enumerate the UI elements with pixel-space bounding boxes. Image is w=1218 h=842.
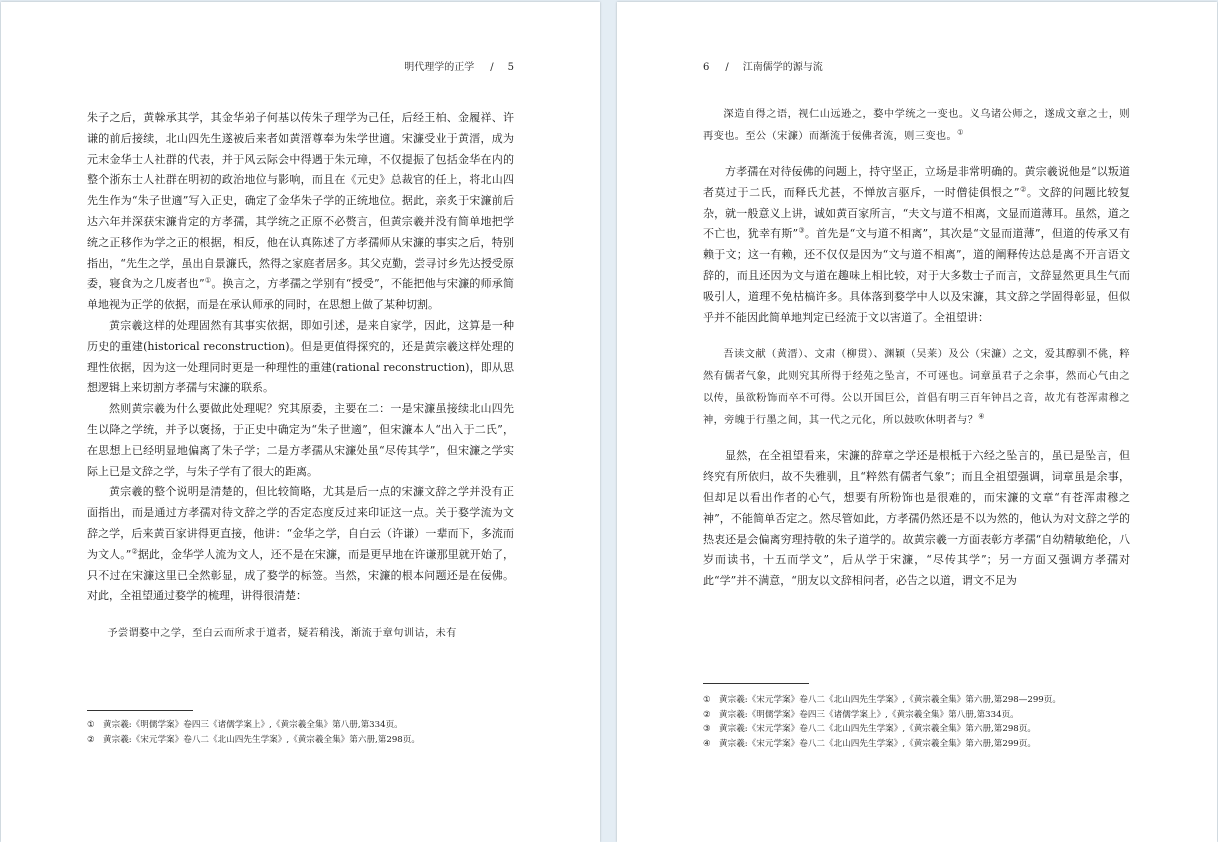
right-footnotes [703, 693, 1130, 751]
left-block-quote: 予尝谓婺中之学，至白云而所求于道者，疑若稍浅，渐流于章句训诂，未有 [107, 628, 457, 640]
right-block-quote-2: 吾读文献（黄溍）、文肃（柳贯）、渊颖（吴莱）及公（宋濂）之文，爱其醇驯不佻，粹然有儒者气象，此则究其所得于经苑之坠言，不可诬也。词章虽君子之余事，然而心气由之以传，虽欲粉饰而卒不可得。公以开国巨公，首倡有明三百年钟吕之音，故尤有苍浑肃穆之神，旁魄于行墨之间，其一代之元化，所以鼓吹休明者与？④ [703, 349, 1130, 427]
left-page [1, 2, 600, 842]
right-page-number: 6 [703, 62, 710, 73]
left-page-number: 5 [507, 62, 514, 73]
left-footnotes [87, 718, 514, 747]
footnote-item: ② 黄宗羲:《明儒学案》卷四三《诸儒学案上》,《黄宗羲全集》第八册,第334页。 [703, 709, 1019, 720]
right-paragraph-1: 方孝孺在对待佞佛的问题上，持守坚正，立场是非常明确的。黄宗羲说他是“以叛道者莫过于二氏，而释氏尤甚，不惮放言驱斥，一时僧徒俱恨之”②。文辞的问题比较复杂，就一般意义上讲，诚如黄百家所言，“夫文与道不相离，文显而道薄耳。虽然，道之不亡也，犹幸有斯”③。首先是“文与道不相离”，其次是“文显而道薄”，但道的传承又有赖于文；这一有赖，还不仅仅是因为“文与道不相离”，道的阐释传达总是离不开言语文辞的，而且还因为文与道在趣味上相比较，对于大多数士子而言，文辞显然更具生气而吸引人，道理不免枯槁许多。具体落到婺学中人以及宋濂，其文辞之学固得彰显，但似乎并不能因此简单地判定已经流于文以害道了。全祖望讲： [703, 165, 1131, 324]
left-paragraph-2: 黄宗羲这样的处理固然有其事实依据，即如引述，是来自家学，因此，这算是一种历史的重建(historical reconstruction)。但是更值得探究的，还是黄宗羲这样处理的理性依据，因为这一处理同时更是一种理性的重建(rational reconstruction)，即从思想逻辑上来切割方孝孺与宋濂的联系。 [87, 318, 514, 395]
left-footnote-rule [87, 710, 193, 711]
left-paragraph-1: 朱子之后，黄榦承其学，其金华弟子何基以传朱子理学为己任，后经王柏、金履祥、许谦的前后接续，北山四先生遂被后来者如黄溍尊奉为朱学世適。宋濂受业于黄溍，成为元末金华士人社群的代表，并于风云际会中得遇于朱元璋，不仅提振了包括金华在内的整个浙东士人社群在明初的政治地位与影响，而且在《元史》总裁官的任上，将北山四先生作为“朱子世適”写入正史，确定了金华朱子学的正统地位。据此，亲炙于宋濂前后达六年并深获宋濂肯定的方孝孺，其学统之正原不必赘言，但黄宗羲并没有简单地把学统之正移作为学之正的根据，相反，他在认真陈述了方孝孺师从宋濂的事实之后，特别指出，“先生之学，虽出自景濂氏，然得之家庭者居多。其父克勤，尝寻讨乡先达授受原委，寝食为之几废者也”①。换言之，方孝孺之学别有“授受”，不能把他与宋濂的师承简单地视为正学的依据，而是在承认师承的同时，在思想上做了某种切割。 [87, 111, 515, 312]
footnote-ref: ① [204, 276, 212, 285]
left-paragraph-4: 黄宗羲的整个说明是清楚的，但比较简略，尤其是后一点的宋濂文辞之学并没有正面指出，而是通过方孝孺对待文辞之学的否定态度反过来印证这一点。关于婺学流为文辞之学，后来黄百家讲得更直接，他讲：“金华之学，自白云（许谦）一辈而下，多流而为文人。”②据此，金华学人流为文人，还不是在宋濂，而是更早地在许谦那里就开始了，只不过在宋濂这里已全然彰显，成了婺学的标签。当然，宋濂的根本问题还是在佞佛。对此，全祖望通过婺学的梳理，讲得很清楚： [87, 485, 515, 603]
footnote-ref: ① [957, 128, 964, 137]
left-header-separator: / [490, 62, 494, 73]
footnote-item: ① 黄宗羲:《宋元学案》卷八二《北山四先生学案》,《黄宗羲全集》第六册,第298—299页。 [703, 695, 1061, 705]
right-header-title: 江南儒学的源与流 [742, 62, 823, 73]
footnote-item: ④ 黄宗羲:《宋元学案》卷八二《北山四先生学案》,《黄宗羲全集》第六册,第299页。 [703, 738, 1036, 749]
right-paragraph-2: 显然，在全祖望看来，宋濂的辞章之学还是根柢于六经之坠言的，虽已是坠言，但终究有所依归，故不失雅驯，且“粹然有儒者气象”；而且全祖望强调，词章虽是余事，但却足以看出作者的心气，想要有所粉饰也是很难的，而宋濂的文章“有苍浑肃穆之神”，不能简单否定之。然尽管如此，方孝孺仍然还是不以为然的，他认为对文辞之学的热衷还是会偏离穷理持敬的朱子道学的。故黄宗羲一方面表彰方孝孺“自幼精敏绝伦，八岁而读书，十五而学文”，后从学于宋濂，“尽传其学”；另一方面又强调方孝孺对此“学”并不满意，“朋友以文辞相问者，必告之以道，谓文不足为 [703, 449, 1130, 588]
left-paragraph-3: 然则黄宗羲为什么要做此处理呢？究其原委，主要在二：一是宋濂虽接续北山四先生以降之学统，并予以褒扬，于正史中确定为“朱子世適”，但宋濂本人“出入于二氏”，在思想上已经明显地偏离了朱子学；二是方孝孺从宋濂处虽“尽传其学”，但宋濂之学实际上已是文辞之学，与朱子学有了很大的距离。 [87, 402, 514, 478]
right-body-text [703, 104, 1130, 592]
left-header-title: 明代理学的正学 [404, 62, 475, 73]
footnote-ref: ② [131, 547, 138, 556]
right-running-head [703, 58, 823, 73]
left-body-text [87, 108, 514, 645]
footnote-item: ③ 黄宗羲:《宋元学案》卷八二《北山四先生学案》,《黄宗羲全集》第六册,第298页。 [703, 724, 1036, 735]
footnote-item: ② 黄宗羲:《宋元学案》卷八二《北山四先生学案》,《黄宗羲全集》第六册,第298页。 [87, 734, 420, 745]
footnote-ref: ③ [798, 226, 805, 235]
footnote-item: ① 黄宗羲:《明儒学案》卷四三《诸儒学案上》,《黄宗羲全集》第八册,第334页。 [87, 720, 403, 730]
right-page [617, 2, 1217, 842]
footnote-ref: ② [1019, 185, 1027, 194]
right-block-quote-continued: 深造自得之语，视仁山远逊之，婺中学统之一变也。义乌诸公师之，遂成文章之士，则再变也。至公（宋濂）而渐流于佞佛者流，则三变也。① [703, 109, 1130, 142]
left-running-head [404, 58, 514, 73]
right-footnote-rule [703, 683, 809, 684]
right-header-separator: / [725, 62, 729, 73]
footnote-ref: ④ [978, 412, 985, 421]
